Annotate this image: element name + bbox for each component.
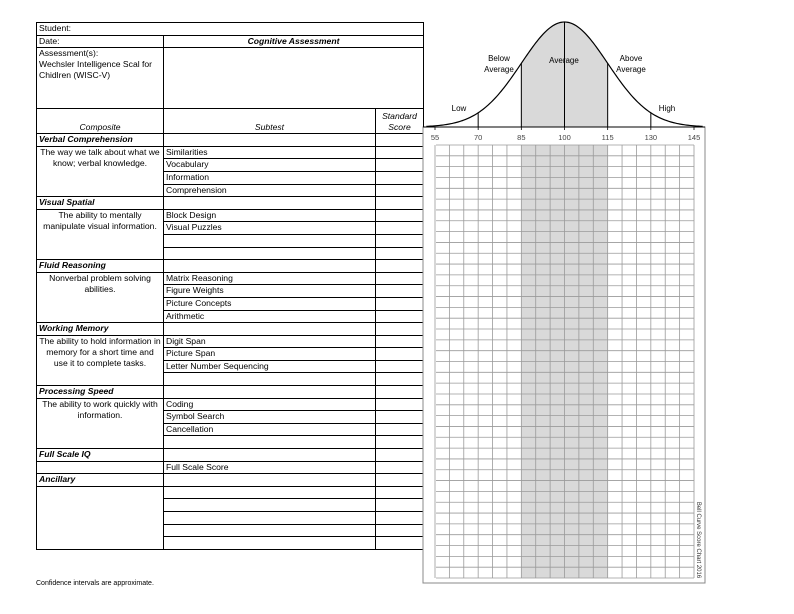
subtest-letter-number-sequencing: Letter Number Sequencing bbox=[164, 360, 376, 373]
subtest-information: Information bbox=[164, 171, 376, 184]
average-label: Average bbox=[549, 56, 579, 65]
subtest-matrix-reasoning: Matrix Reasoning bbox=[164, 272, 376, 285]
subtest-symbol-search: Symbol Search bbox=[164, 411, 376, 424]
tick-label-145: 145 bbox=[687, 133, 701, 142]
tick-label-55: 55 bbox=[430, 133, 440, 142]
standard-score-header: Standard Score bbox=[376, 109, 424, 134]
tick-label-85: 85 bbox=[517, 133, 526, 142]
subtest-header: Subtest bbox=[164, 109, 376, 134]
tick-label-70: 70 bbox=[473, 133, 483, 142]
visual-spatial-title: Visual Spatial bbox=[37, 197, 164, 210]
subtest-full-scale-score: Full Scale Score bbox=[164, 461, 376, 474]
subtest-picture-span: Picture Span bbox=[164, 348, 376, 361]
processing-speed-title: Processing Speed bbox=[37, 386, 164, 399]
subtest-vocabulary: Vocabulary bbox=[164, 159, 376, 172]
subtest-digit-span: Digit Span bbox=[164, 335, 376, 348]
verbal-comprehension-title: Verbal Comprehension bbox=[37, 134, 164, 147]
assessments-label: Assessment(s): bbox=[39, 48, 99, 59]
ancillary-title: Ancillary bbox=[37, 474, 164, 487]
student-label: Student: bbox=[39, 23, 72, 33]
subtest-picture-concepts: Picture Concepts bbox=[164, 297, 376, 310]
high-label: High bbox=[658, 104, 676, 113]
subtest-comprehension: Comprehension bbox=[164, 184, 376, 197]
working-memory-title: Working Memory bbox=[37, 323, 164, 336]
subtest-arithmetic: Arithmetic bbox=[164, 310, 376, 323]
assessment-title: Cognitive Assessment bbox=[164, 35, 424, 48]
low-label: Low bbox=[451, 104, 467, 113]
above-average-label-line1: Above bbox=[619, 54, 643, 63]
tick-label-100: 100 bbox=[558, 133, 571, 142]
footnote: Confidence intervals are approximate. bbox=[36, 580, 154, 587]
tick-label-130: 130 bbox=[644, 133, 658, 142]
subtest-similarities: Similarities bbox=[164, 146, 376, 159]
fluid-reasoning-title: Fluid Reasoning bbox=[37, 260, 164, 273]
fluid-reasoning-description: Nonverbal problem solving abilities. bbox=[37, 272, 164, 322]
below-average-label-line1: Below bbox=[488, 54, 510, 63]
full-scale-iq-title: Full Scale IQ bbox=[37, 449, 164, 462]
subtest-coding: Coding bbox=[164, 398, 376, 411]
subtest-figure-weights: Figure Weights bbox=[164, 285, 376, 298]
score-grid[interactable] bbox=[435, 145, 694, 578]
working-memory-description: The ability to hold information in memory for a short time and use it to complete tasks. bbox=[37, 335, 164, 385]
subtest-visual-puzzles: Visual Puzzles bbox=[164, 222, 376, 235]
assessment-name: Wechsler Intelligence Scal for Chidlren (WISC-V) bbox=[39, 59, 153, 81]
above-average-label-line2: Average bbox=[616, 65, 646, 74]
composite-header: Composite bbox=[37, 109, 164, 134]
subtest-block-design: Block Design bbox=[164, 209, 376, 222]
tick-label-115: 115 bbox=[601, 133, 614, 142]
below-average-label-line2: Average bbox=[484, 65, 514, 74]
processing-speed-description: The ability to work quickly with information. bbox=[37, 398, 164, 448]
verbal-comprehension-description: The way we talk about what we know; verbal knowledge. bbox=[37, 146, 164, 196]
curve-range-dividers bbox=[478, 22, 651, 127]
chart-credit: Bell Curve Score Chart 2016 bbox=[695, 501, 701, 579]
date-label: Date: bbox=[39, 35, 60, 46]
subtest-cancellation: Cancellation bbox=[164, 423, 376, 436]
visual-spatial-description: The ability to mentally manipulate visual information. bbox=[37, 209, 164, 259]
